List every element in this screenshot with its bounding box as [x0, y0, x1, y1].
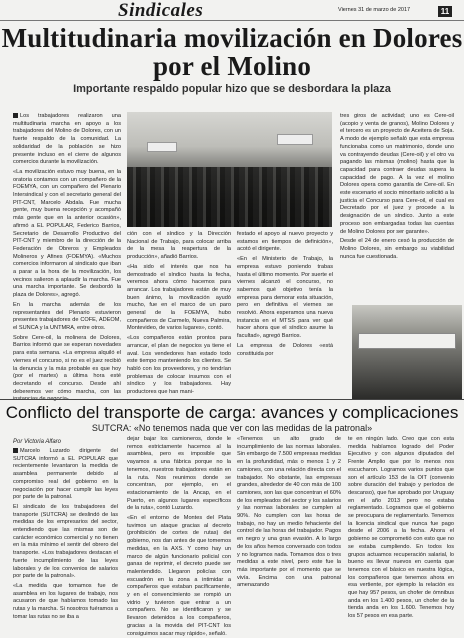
paragraph: festado el apoyo al nuevo proyecto y estamos en tiempos de definición», acotó el dirigente.: [237, 231, 333, 253]
article2-col4: [348, 436, 454, 620]
masthead-bar: [0, 0, 464, 21]
paragraph: La empresa de Dolores «está constituida por: [237, 342, 333, 357]
section-divider: [0, 399, 464, 400]
paragraph: «En el entorno de Montes del Plata tuvimos un ataque gracias al decreto (prohibición de cortes de rutas) del gobierno, nos dan antes de que tomemos medidas, en la AXS. Y como hay un marco de algún funcionario policial con ganas de reprimir, el decreto puede ser malentendido. Llegaron policías con escuadrón en la zona a intimidar a compañeros que estaban pacíficamente, y en el convencimiento se rompió un vidrio y tuvieron que entrar a un compañero. No se identificaron y se llevaron detenidos a los compañeros, gracias a la movida del PIT-CNT los consiguimos sacar muy rápido», señaló.: [127, 515, 231, 637]
section-title: Sindicales: [118, 0, 204, 21]
paragraph: dejar bajar los camioneros, donde le remos estrictamente hacemos al la asamblea, pero es imposible que vayamos a una fábrica porque no la tenemos, nuestros trabajadores están en la ruta. Nos reunimos donde se concentran, por ejemplo, en el estacionamiento de la Ancap, en el Puerto, en algunos lugares específicos de la ruta», contó Luzardo.: [127, 436, 231, 512]
protest-sign: [147, 142, 177, 152]
march-banner: [358, 333, 456, 349]
paragraph-marker-icon: [13, 113, 18, 118]
article2-col2: [127, 436, 231, 637]
paragraph: «Los compañeros están prontos para arrancar, el plan de negocios ya tiene el aval. Los vendedores han estado todo este tiempo manteniendo los clientes. Se habló con los proveedores, y no tendrían problemas de colocar insumos con el síndico y los trabajadores. Hay productores que han mani-: [127, 335, 231, 396]
article1-col4: [340, 113, 454, 301]
paragraph: Desde el 24 de enero cesó la producción de Molino Dolores, sin embargo su viabilidad nunca fue cuestionada.: [340, 238, 454, 260]
paragraph: Sobre Cere-oil, la molinera de Dolores, Barrios informó que se esperan novedades para esta semana. «La empresa alquiló el viernes el concurso, si no es el juez recibió la denuncia y la más probable es que hoy (por el martes) a última hora esté decretando el concurso. Desde ahí deberemos ver cómo marcha, con las: [13, 334, 121, 395]
article1-col2: [127, 231, 231, 397]
paragraph: «Ha sido el interés que nos ha demostrado el síndico hasta la fecha, veremos ahora cómo hacemos para arrancar. Los trabajadores están de muy buen ánimo, la movilización ayudó mucho, fue en el marco de un paro general de la FOEMYA, hubo compañeros de Carmelo, Nueva Palmira, Montevideo, de varios lugares», contó.: [127, 263, 231, 332]
paragraph-marker-icon: [13, 448, 18, 453]
issue-date: Viernes 31 de marzo de 2017: [338, 7, 411, 13]
paragraph: ción con el síndico y la Dirección Nacional de Trabajo, para colocar arriba de la mesa la reapertura de la producción», añadió Barrios.: [127, 231, 231, 261]
march-photo: [352, 305, 462, 400]
paragraph: te en ningún lado. Creo que con esta medida habíamos logrado del Poder Ejecutivo y con algunos diputados del Frente Amplio que por lo menos nos escucharon. Logramos varios puntos que son el artículo 153 de la OIT (convenio sobre duración del trabajo y períodos de descanso), que fue aprobado por Uruguay en el año 2013 pero no estaba reglamentado. Logramos que el gobierno se preocupara de reglamentarlo. Tenemos la licencia sindical que nunca fue pago desde el 2006 a la fecha. Ahora el gobierno se comprometió con esto que no se estaba cumpliendo. En todos los grupos actuamos recuperación salarial, lo bueno es llevar nuevos en cuenta que tenemos con el básico en nuestra lógica, los compañeros que tenemos ahora en esa vertiente, por ejemplo la relación es que hay 957 pesos, un chofer de ómnibus anda en los 1.400 pesos, un chofer de la tienda anda en los 1.600. Tenemos hoy los 57 pesos en esa parte.: [348, 436, 454, 620]
protest-sign: [277, 134, 313, 145]
article2-col3: [237, 436, 341, 602]
paragraph: El sindicato de los trabajadores del transporte (SUTCRA) se deslindó de las medidas de los empresarios del sector, entendiendo que las mismas son de carácter económico comercial y no tienen en la más mínimo el sentir del obrero del transporte. «Los trabajadores destacan el fuerte incumplimiento de las leyes laborales y de los convenios de salarios por parte de la patronal».: [13, 503, 118, 580]
article2-subhead: SUTCRA: «No tenemos nada que ver con las medidas de la patronal»: [91, 423, 373, 433]
article1-col1: [13, 113, 121, 397]
paragraph: «Tenemos un alto grado de incumplimiento de las normas laborales. Sin embargo de 7.500 empresas medidas en la profundidad, más o menos 1 y 2 camiones, con una relación directa con el trabajador. No obstante, las empresas grandes, alrededor de 40 con más de 100 camiones, son las que concentran el 60% de los empleados del sector y los salarios y las normas laborales se cumplen al 90%. No cumplen con las horas de trabajo, no hay un medio fehaciente del control de las horas del trabajador. Pagos en negro y una gran evasión. A lo largo de los años hemos conversado con todos y no logramos nada. Tomamos dos o tres medidas a este nivel, pero este fue la más importante por el momento que se vivía. Encima con una patronal amenazando: [237, 436, 341, 589]
crowd-silhouette: [127, 167, 332, 227]
paragraph: «La movilización estuvo muy buena, en la oratoria contamos con un compañero de la FOEMYA, con un compañero del Plenario Intersindical y con el secretario general del PIT-CNT, Marcelo Abdala. Fue mucha gente, muy buena recepción y acompañó más gente que en la anterior ocasión», afirmó a EL POPULAR, Federico Barrios, Secretario de Desarrollo Productivo del PIT-CNT y miembro de la dirección de la Federación de Obreros y Empleados Molineros y Afines (FOEMYA). «Muchos comercios informaron al sindicato que iban a parar a la hora de la movilización, los vecinos salieron a aplaudir la marcha. Fue una marcha importante. Se desbordó la plaza de Dolores», agregó.: [13, 168, 121, 299]
article1-col3: [237, 231, 333, 397]
article2-col1: [13, 448, 118, 620]
paragraph: En la marcha además de los representantes del Plenario estuvieron presentes trabajadores de COFE, ADEOM, el SUNCA y la UNTMRA, entre otros.: [13, 301, 121, 331]
paragraph: Los trabajadores realizaron una multitudinaria marcha en apoyo a los trabajadores del Molino de Dolores, con un fuerte respaldo de la comunidad. La solidaridad de la población se hizo presente incluso en el cierre de algunos comercios durante la movilización.: [13, 113, 121, 166]
paragraph: «La medida que tomamos fue de asamblea en los lugares de trabajo, nos acusaron de que habíamos tomado las rutas y la marcha. Si nosotros fuéramos a tomar las rutas no se iba a: [13, 582, 118, 620]
paragraph: «En el Ministerio de Trabajo, la empresa estuvo poniendo trabas hasta el último momento. Por suerte el viernes alcanzó el concurso, no sabemos qué objetivo tenía la empresa para demorar esta situación, pero en definitiva el viernes se resolvió. Ahora esperamos una nueva instancia en el MTSS para ver qué hacer ahora que el síndico asume la facultad», agregó Barrios.: [237, 256, 333, 340]
article2-headline: Conflicto del transporte de carga: avances y complicaciones: [5, 403, 459, 422]
protest-photo: [127, 112, 332, 227]
paragraph: Marcelo Luzardo dirigente del SUTCRA informó a EL POPULAR que recientemente levantaron la medida de asamblea permanente debido al compromiso real del gobierno en la negociación por hacer cumplir las leyes por parte de la patronal.: [13, 448, 118, 501]
page-number: 11: [438, 6, 452, 17]
byline: Por Victoria Alfaro: [13, 439, 62, 445]
subhead: Importante respaldo popular hizo que se desbordara la plaza: [73, 83, 391, 95]
headline: Multitudinaria movilización en Dolores por el Molino: [1, 23, 463, 81]
paragraph: tres giros de actividad; uno es Cere-oil (acopio y venta de granos), Molino Dolores y el tercero es un proyecto de Aceitera de Soja. A modo de ejemplo señaló que esta empresa funcionaba como un matrimonio, donde uno va contrayendo deudas (Cere-oil) y el otro va pagando las mismas (molino) hasta que la capacidad para contraer deudas supera la capacidad de pago. A la vez el molino Dolores opera como garantía de Cere-oil. En este escenario el socio minoritario solicitó a la justicia el Concurso para Cere-oil, el cual es Decretado por el juez y procede a la designación de un síndico. Junto a este proceso son embargadas todas las cuentas de Molino Dolores por ser garante».: [340, 113, 454, 235]
